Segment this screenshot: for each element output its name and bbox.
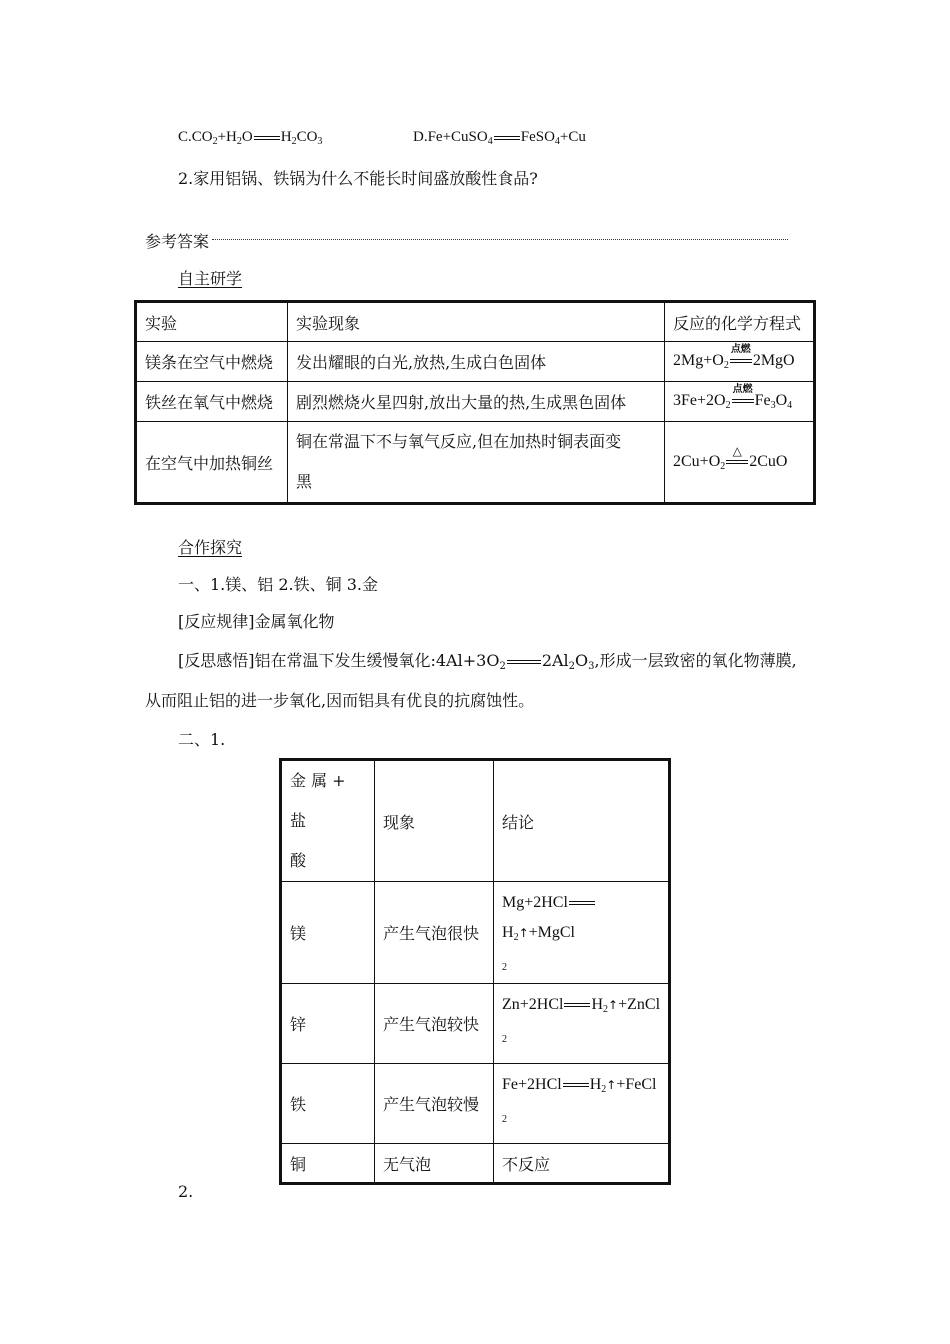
phenomenon-cell: 产生气泡很快 — [375, 882, 494, 984]
subscript-wrap: 2 — [502, 962, 507, 973]
header-cell: 现象 — [375, 760, 494, 882]
phenomenon-cell: 剧烈燃烧火星四射,放出大量的热,生成黑色固体 — [288, 382, 665, 422]
header-line: 金 属 + 盐 — [290, 771, 346, 830]
experiment-table — [134, 300, 816, 505]
phenomenon-line: 铜在常温下不与氧气反应,但在加热时铜表面变 — [296, 432, 622, 451]
metal-cell: 铁 — [281, 1064, 375, 1144]
metal-cell: 锌 — [281, 984, 375, 1064]
dotted-leader — [212, 239, 788, 240]
equation-cell: $3Fe+2O_2$ 点燃 $Fe_3O_4$ — [665, 382, 815, 422]
header-line: 酸 — [290, 851, 307, 870]
header-cell: 结论 — [494, 760, 670, 882]
up-arrow-icon: ↑ — [608, 998, 619, 1012]
metal-cell: 铜 — [281, 1144, 375, 1184]
header-cell — [281, 760, 375, 882]
header-cell: 实验 — [136, 302, 288, 342]
phenomenon-cell: 产生气泡较慢 — [375, 1064, 494, 1144]
option-d: D.Fe+CuSO$_4$ FeSO$_4$+Cu — [413, 129, 586, 147]
experiment-cell: 铁丝在氧气中燃烧 — [136, 382, 288, 422]
option-c: $C.CO_2+H_2O$ $H_2CO_3$ — [178, 129, 323, 147]
conclusion-cell — [494, 1064, 670, 1144]
phenomenon-cell: 无气泡 — [375, 1144, 494, 1184]
phenomenon-cell — [288, 422, 665, 504]
equation-cell: $2Mg+O_2$ 点燃 2MgO — [665, 342, 815, 382]
experiment-cell: 镁条在空气中燃烧 — [136, 342, 288, 382]
equals-sign — [494, 133, 520, 143]
part1-answer: 一、1.镁、铝 2.铁、铜 3.金 — [178, 575, 378, 594]
up-arrow-icon: ↑ — [518, 926, 529, 940]
conclusion-cell — [494, 882, 670, 984]
conclusion-cell — [494, 984, 670, 1064]
equals-sign — [563, 1080, 589, 1090]
equals-sign — [569, 898, 595, 908]
table-row — [281, 1064, 670, 1144]
part2-label: 二、1. — [178, 730, 226, 749]
phenomenon-cell: 产生气泡较快 — [375, 984, 494, 1064]
reaction-rule: [反应规律]金属氧化物 — [178, 612, 335, 631]
subscript-wrap: 2 — [502, 1114, 507, 1125]
equation-line: Zn+2HCl $H_2↑+ZnCl$ — [502, 996, 661, 1015]
metal-cell: 镁 — [281, 882, 375, 984]
table-row — [281, 882, 670, 984]
phenomenon-cell: 发出耀眼的白光,放热,生成白色固体 — [288, 342, 665, 382]
table-row — [281, 984, 670, 1064]
part2-item-2: 2. — [178, 1182, 194, 1201]
question-2: 2.家用铝锅、铁锅为什么不能长时间盛放酸性食品? — [178, 169, 538, 188]
equals-sign: 点燃 — [730, 356, 752, 366]
equals-sign — [564, 1000, 590, 1010]
section-self-study: 自主研学 — [178, 269, 243, 288]
table-row — [281, 1144, 670, 1184]
header-cell: 实验现象 — [288, 302, 665, 342]
metal-acid-table — [279, 758, 671, 1185]
conclusion-cell: 不反应 — [494, 1144, 670, 1184]
equals-sign — [254, 133, 280, 143]
header-cell: 反应的化学方程式 — [665, 302, 815, 342]
up-arrow-icon: ↑ — [606, 1078, 617, 1092]
table-row — [136, 422, 815, 504]
phenomenon-line: 黑 — [296, 472, 313, 491]
equation-line: Mg+2HClH$_2$↑+MgCl — [502, 888, 660, 953]
equals-sign: △ — [726, 457, 748, 467]
answer-heading: 参考答案 — [145, 232, 210, 251]
reflection-line-2: 从而阻止铝的进一步氧化,因而铝具有优良的抗腐蚀性。 — [145, 691, 535, 710]
experiment-cell: 在空气中加热铜丝 — [136, 422, 288, 504]
reflection-line-1: [反思感悟]铝在常温下发生缓慢氧化$:4Al+3O_2$ $2Al_2O_3$,形成一层致密的氧化物薄膜, — [178, 651, 797, 672]
table-header-row — [281, 760, 670, 882]
table-header-row — [136, 302, 815, 342]
equals-sign: 点燃 — [732, 396, 754, 406]
table-row — [136, 382, 815, 422]
section-cooperation: 合作探究 — [178, 538, 243, 557]
equals-sign — [507, 657, 541, 667]
subscript-wrap: 2 — [502, 1034, 507, 1045]
table-row — [136, 342, 815, 382]
equation-cell: $2Cu+O_2$ △ 2CuO — [665, 422, 815, 504]
equation-line: Fe+2HCl $H_2↑+FeCl$ — [502, 1076, 657, 1095]
